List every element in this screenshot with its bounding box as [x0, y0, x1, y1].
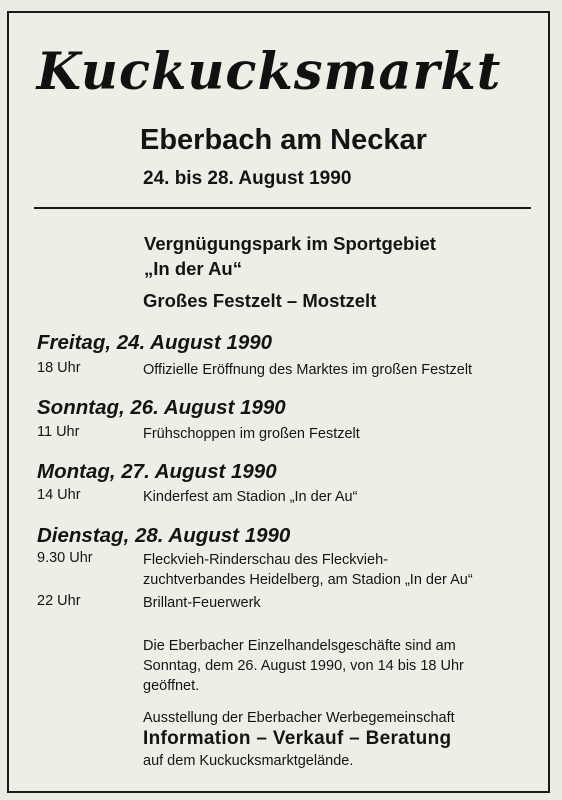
event-time: 9.30 Uhr	[37, 550, 93, 566]
event-dates: 24. bis 28. August 1990	[143, 168, 352, 189]
event-description: Frühschoppen im großen Festzelt	[143, 426, 360, 442]
venue-line-2: „In der Au“	[144, 258, 242, 279]
tent-heading: Großes Festzelt – Mostzelt	[143, 290, 377, 311]
venue-line-1: Vergnügungspark im Sportgebiet	[144, 233, 436, 254]
event-description: Brillant-Feuerwerk	[143, 595, 261, 611]
event-time: 18 Uhr	[37, 360, 81, 376]
day-heading-tuesday: Dienstag, 28. August 1990	[37, 524, 291, 547]
divider-line	[34, 207, 531, 209]
event-description	[143, 550, 473, 590]
event-description-line-2: zuchtverbandes Heidelberg, am Stadion „In der Au“	[143, 572, 473, 588]
shops-opening-note	[143, 636, 464, 696]
shops-note-line-1: Die Eberbacher Einzelhandelsgeschäfte sind am	[143, 638, 456, 654]
shops-note-line-3: geöffnet.	[143, 678, 200, 694]
poster-title: Kuckucksmarkt	[36, 42, 502, 102]
event-time: 11 Uhr	[37, 424, 80, 440]
event-description: Kinderfest am Stadion „In der Au“	[143, 489, 358, 505]
exhibition-line-1: Ausstellung der Eberbacher Werbegemeinschaft	[143, 710, 455, 726]
shops-note-line-2: Sonntag, dem 26. August 1990, von 14 bis 18 Uhr	[143, 658, 464, 674]
event-description: Offizielle Eröffnung des Marktes im großen Festzelt	[143, 362, 473, 378]
event-time: 14 Uhr	[37, 487, 81, 503]
day-heading-monday: Montag, 27. August 1990	[37, 460, 277, 483]
event-time: 22 Uhr	[37, 593, 81, 609]
town-subtitle: Eberbach am Neckar	[140, 124, 427, 156]
day-heading-friday: Freitag, 24. August 1990	[37, 331, 273, 354]
venue-heading	[144, 231, 436, 281]
event-description-line-1: Fleckvieh-Rinderschau des Fleckvieh-	[143, 552, 388, 568]
day-heading-sunday: Sonntag, 26. August 1990	[37, 396, 286, 419]
exhibition-line-2: auf dem Kuckucksmarktgelände.	[143, 753, 354, 769]
exhibition-headline: Information – Verkauf – Beratung	[143, 728, 452, 749]
